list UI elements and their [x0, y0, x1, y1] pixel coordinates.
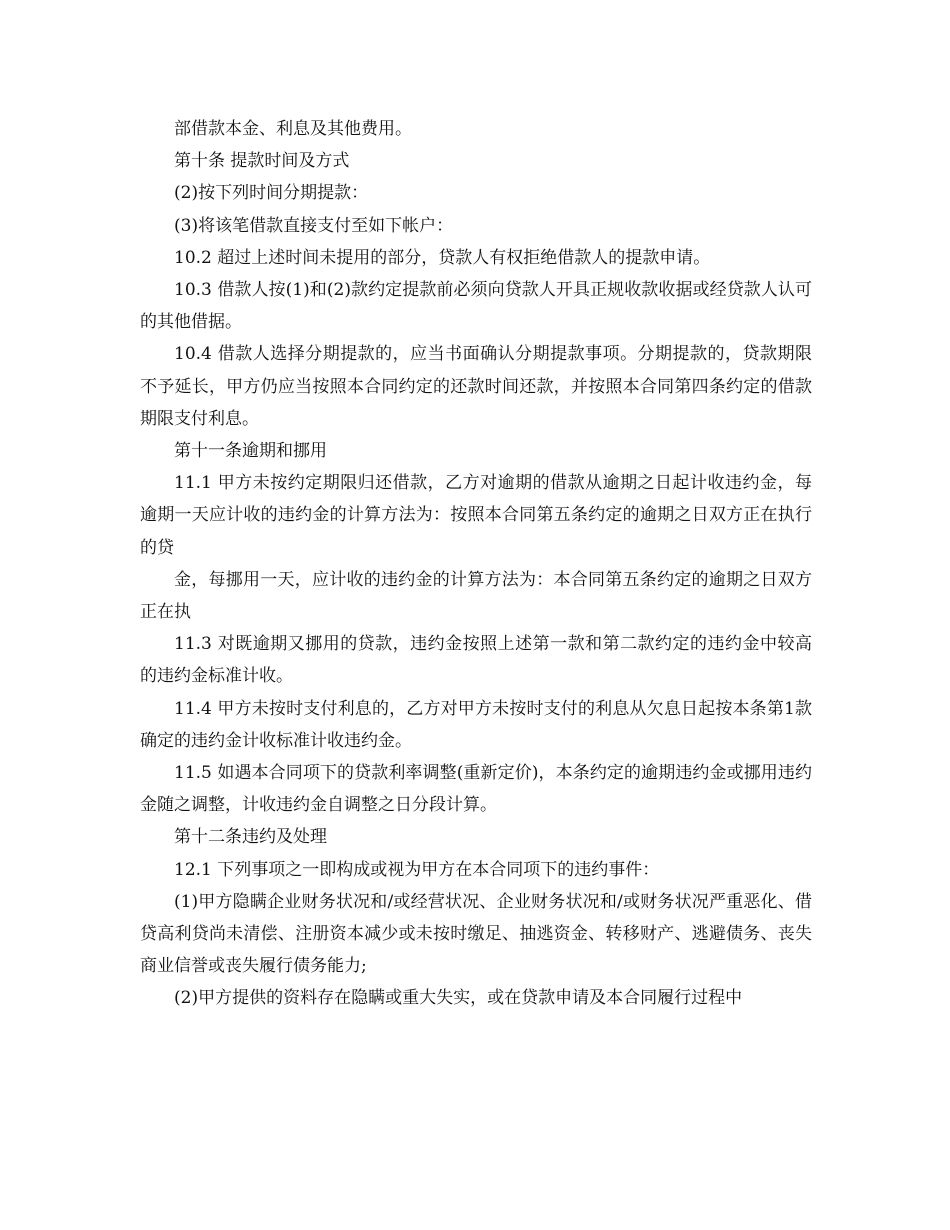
- clause-11-5: 11.5 如遇本合同项下的贷款利率调整(重新定价)，本条约定的逾期违约金或挪用违约金随之调整，计收违约金自调整之日分段计算。: [140, 763, 812, 816]
- section-heading-12: 第十二条违约及处理: [174, 827, 327, 848]
- clause-12-1-item-1: (1)甲方隐瞒企业财务状况和/或经营状况、企业财务状况和/或财务状况严重恶化、借贷高利贷尚未清偿、注册资本减少或未按时缴足、抽逃资金、转移财产、逃避债务、丧失商业信誉或丧失履行债务能力;: [140, 891, 812, 977]
- paragraph-4: (3)将该笔借款直接支付至如下帐户：: [174, 215, 454, 236]
- clause-11-1: 11.1 甲方未按约定期限归还借款，乙方对逾期的借款从逾期之日起计收违约金，每逾期一天应计收的违约金的计算方法为：按照本合同第五条约定的逾期之日双方正在执行的贷: [140, 473, 812, 558]
- paragraph-continuation: 金，每挪用一天，应计收的违约金的计算方法为：本合同第五条约定的逾期之日双方正在执: [140, 569, 812, 623]
- section-heading-11: 第十一条逾期和挪用: [174, 441, 327, 462]
- document-body: [140, 113, 812, 1015]
- clause-11-3: 11.3 对既逾期又挪用的贷款，违约金按照上述第一款和第二款约定的违约金中较高的违约金标准计收。: [140, 634, 812, 687]
- clause-12-1-item-2: (2)甲方提供的资料存在隐瞒或重大失实，或在贷款申请及本合同履行过程中: [174, 988, 743, 1009]
- section-heading-10: 第十条 提款时间及方式: [174, 151, 350, 172]
- clause-12-1: 12.1 下列事项之一即构成或视为甲方在本合同项下的违约事件：: [174, 859, 660, 880]
- clause-10-4: 10.4 借款人选择分期提款的，应当书面确认分期提款事项。分期提款的，贷款期限不予延长，甲方仍应当按照本合同约定的还款时间还款，并按照本合同第四条约定的借款期限支付利息。: [140, 344, 812, 429]
- clause-10-2: 10.2 超过上述时间未提用的部分，贷款人有权拒绝借款人的提款申请。: [174, 247, 711, 268]
- paragraph-1: 部借款本金、利息及其他费用。: [174, 119, 412, 139]
- clause-11-4: 11.4 甲方未按时支付利息的，乙方对甲方未按时支付的利息从欠息日起按本条第1款确定的违约金计收标准计收违约金。: [140, 698, 812, 751]
- clause-10-3: 10.3 借款人按(1)和(2)款约定提款前必须向贷款人开具正规收款收据或经贷款人认可的其他借据。: [140, 280, 812, 333]
- paragraph-3: (2)按下列时间分期提款：: [174, 183, 369, 204]
